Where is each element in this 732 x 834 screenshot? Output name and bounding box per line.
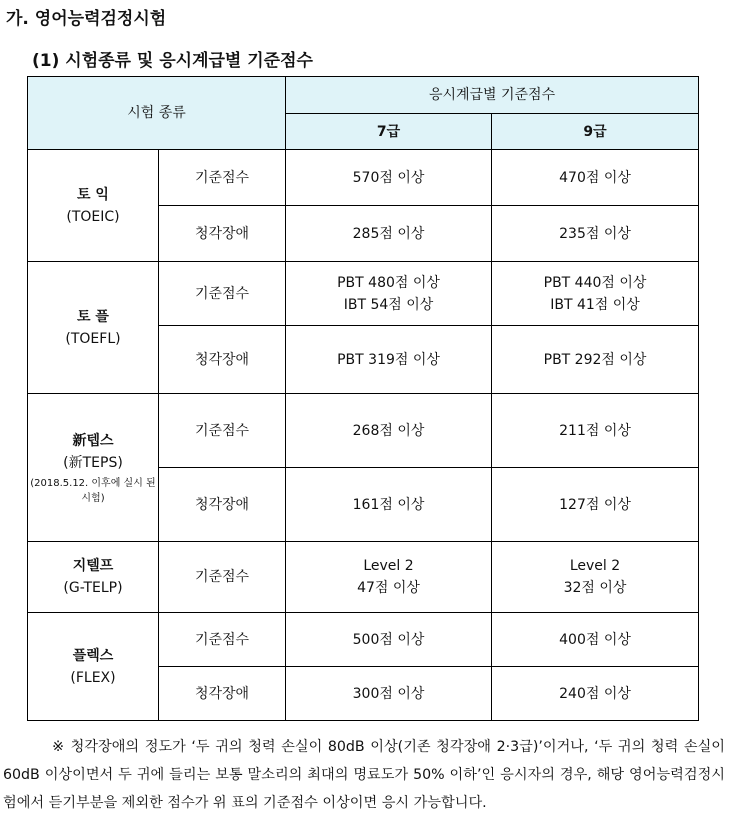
score-type: 청각장애 bbox=[159, 667, 286, 721]
score-7: 570점 이상 bbox=[286, 150, 492, 206]
exam-note: (2018.5.12. 이후에 실시 된 시험) bbox=[30, 477, 156, 504]
header-grade-9: 9급 bbox=[492, 114, 699, 150]
exam-cell-flex bbox=[28, 613, 159, 721]
score-type: 기준점수 bbox=[159, 542, 286, 613]
header-grade-7: 7급 bbox=[286, 114, 492, 150]
table-row bbox=[28, 542, 699, 613]
score-9: 240점 이상 bbox=[492, 667, 699, 721]
exam-sub: (TOEIC) bbox=[66, 208, 120, 225]
table-row bbox=[28, 613, 699, 667]
exam-sub: (FLEX) bbox=[70, 669, 116, 686]
exam-sub: (新TEPS) bbox=[63, 454, 123, 471]
exam-cell-gtelp bbox=[28, 542, 159, 613]
header-grade-group: 응시계급별 기준점수 bbox=[286, 77, 699, 114]
exam-sub: (TOEFL) bbox=[65, 330, 121, 347]
score-7: 268점 이상 bbox=[286, 394, 492, 468]
score-9: 211점 이상 bbox=[492, 394, 699, 468]
exam-name: 플렉스 bbox=[72, 647, 114, 664]
exam-name: 토 익 bbox=[77, 186, 109, 203]
exam-cell-toefl bbox=[28, 262, 159, 394]
score-7: 500점 이상 bbox=[286, 613, 492, 667]
exam-name: 지텔프 bbox=[72, 558, 114, 574]
score-type: 기준점수 bbox=[159, 150, 286, 206]
footnote bbox=[3, 733, 725, 817]
score-line: 47점 이상 bbox=[357, 580, 420, 596]
score-7 bbox=[286, 262, 492, 326]
score-line: Level 2 bbox=[569, 558, 621, 574]
exam-name: 新텝스 bbox=[72, 432, 114, 449]
score-line: IBT 54점 이상 bbox=[343, 296, 434, 313]
score-type: 청각장애 bbox=[159, 326, 286, 394]
exam-cell-toeic bbox=[28, 150, 159, 262]
exam-sub: (G-TELP) bbox=[63, 580, 123, 596]
score-7: 300점 이상 bbox=[286, 667, 492, 721]
score-type: 기준점수 bbox=[159, 262, 286, 326]
score-type: 청각장애 bbox=[159, 468, 286, 542]
score-9 bbox=[492, 262, 699, 326]
score-7 bbox=[286, 542, 492, 613]
table-row bbox=[28, 150, 699, 206]
score-9: PBT 292점 이상 bbox=[492, 326, 699, 394]
table-row bbox=[28, 262, 699, 326]
score-type: 기준점수 bbox=[159, 394, 286, 468]
footnote-text: ※ 청각장애의 정도가 ‘두 귀의 청력 손실이 80dB 이상(기존 청각장애 2·3급)’이거나, ‘두 귀의 청력 손실이 60dB 이상이면서 두 귀에 들리는 보통 말소리의 최대의 명료도가 50% 이하’인 응시자의 경우, 해당 영어능력검정시험에서 듣기부분을 제외한 점수가 위 표의 기준점수 이상이면 응시 가능합니다. bbox=[3, 739, 725, 811]
score-9: 235점 이상 bbox=[492, 206, 699, 262]
score-line: PBT 440점 이상 bbox=[543, 274, 647, 291]
score-type: 기준점수 bbox=[159, 613, 286, 667]
table-row bbox=[28, 394, 699, 468]
score-9 bbox=[492, 542, 699, 613]
score-9: 400점 이상 bbox=[492, 613, 699, 667]
header-exam-type: 시험 종류 bbox=[28, 77, 286, 150]
exam-name: 토 플 bbox=[77, 308, 109, 325]
score-line: 32점 이상 bbox=[563, 580, 627, 596]
score-7: 285점 이상 bbox=[286, 206, 492, 262]
score-line: Level 2 bbox=[363, 558, 414, 574]
score-9: 470점 이상 bbox=[492, 150, 699, 206]
score-type: 청각장애 bbox=[159, 206, 286, 262]
score-7: PBT 319점 이상 bbox=[286, 326, 492, 394]
score-line: PBT 480점 이상 bbox=[337, 274, 440, 291]
score-9: 127점 이상 bbox=[492, 468, 699, 542]
exam-cell-teps bbox=[28, 394, 159, 542]
table-title: (1) 시험종류 및 응시계급별 기준점수 bbox=[32, 51, 313, 71]
score-table bbox=[27, 76, 699, 721]
score-line: IBT 41점 이상 bbox=[550, 296, 640, 313]
section-heading: 가. 영어능력검정시험 bbox=[6, 9, 167, 29]
score-7: 161점 이상 bbox=[286, 468, 492, 542]
